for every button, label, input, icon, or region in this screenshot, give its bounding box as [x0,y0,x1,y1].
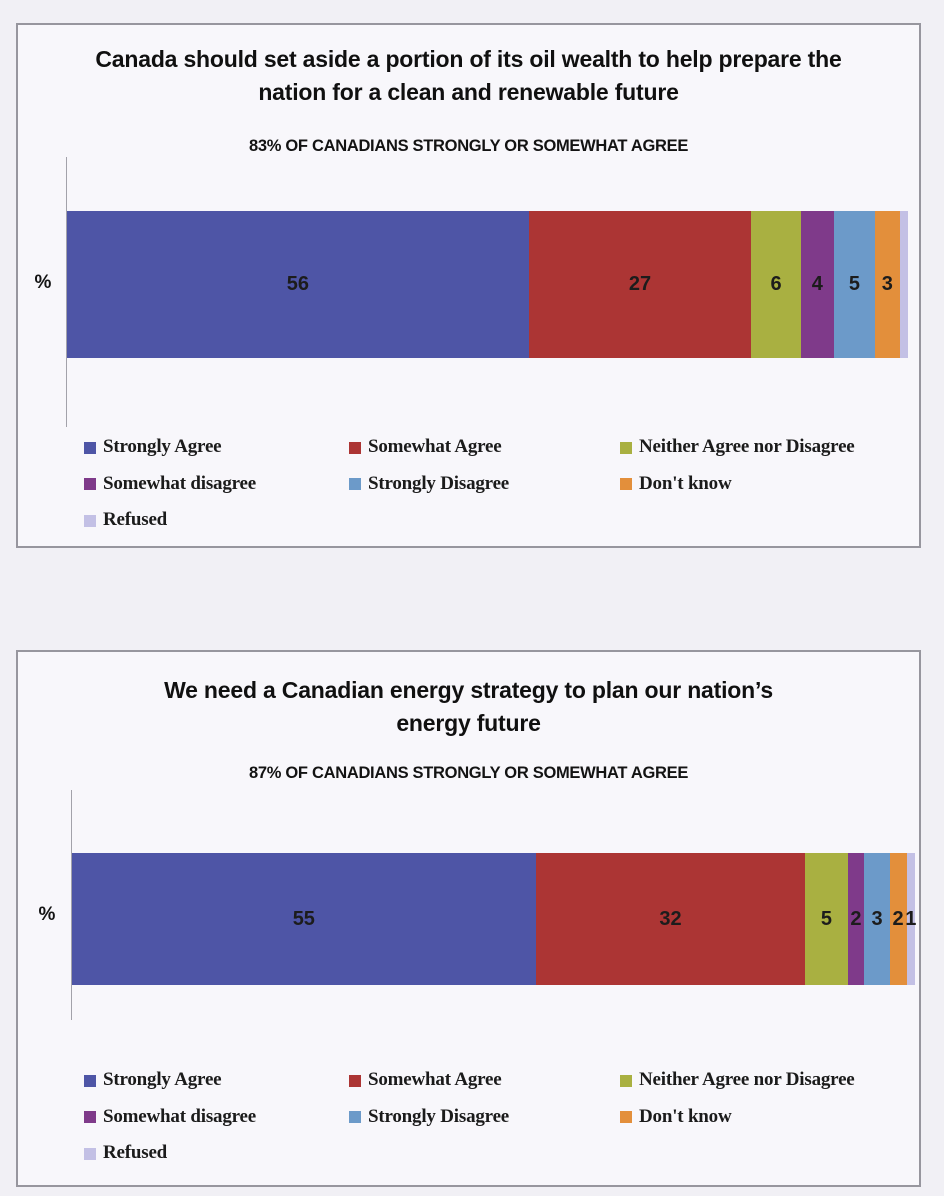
bar-segment-strongly-disagree [834,211,875,358]
legend-label: Refused [103,1142,168,1164]
bar-segment-somewhat-disagree [801,211,834,358]
legend-swatch-icon [620,478,632,490]
bar-value-label: 5 [848,273,860,295]
chart-panel-oil-wealth [16,23,921,548]
legend-item-somewhat-agree [349,1069,620,1091]
legend-item-somewhat-disagree [84,1106,349,1128]
legend-swatch-icon [620,442,632,454]
legend-item-don-t-know [620,473,889,495]
legend-label: Neither Agree nor Disagree [639,1069,855,1091]
legend-label: Somewhat Agree [368,1069,502,1091]
bar-segment-strongly-disagree [864,853,889,985]
y-axis-label: % [34,272,52,293]
stacked-bar [72,853,915,985]
bar-value-label: 2 [892,907,904,930]
legend-swatch-icon [84,1111,96,1123]
legend-swatch-icon [620,1111,632,1123]
legend-label: Neither Agree nor Disagree [639,436,855,458]
legend-label: Don't know [639,1105,732,1127]
legend-label: Don't know [639,472,732,494]
legend-swatch-icon [349,1111,361,1123]
bar-value-label: 2 [850,907,862,930]
chart-title: Canada should set aside a portion of its oil wealth to help prepare the nation for a clean and renewable future [95,46,842,105]
legend-label: Strongly Disagree [368,472,510,494]
legend-item-refused [84,1142,349,1164]
legend-item-neither-agree-nor-disagree [620,436,889,458]
legend-swatch-icon [84,478,96,490]
legend-label: Strongly Disagree [368,1105,510,1127]
legend-item-refused [84,509,349,531]
legend-swatch-icon [349,478,361,490]
bar-segment-refused [900,211,908,358]
bar-segment-somewhat-disagree [848,853,865,985]
bar-segment-don-t-know [890,853,907,985]
legend-swatch-icon [620,1075,632,1087]
bar-value-label: 32 [659,907,682,930]
bar-value-label: 27 [628,273,652,295]
legend-item-somewhat-disagree [84,473,349,495]
legend-item-don-t-know [620,1106,889,1128]
legend-label: Somewhat Agree [368,436,502,458]
legend [84,1062,889,1172]
bar-value-label: 4 [811,273,823,295]
legend-swatch-icon [84,442,96,454]
legend-swatch-icon [84,515,96,527]
bar-segment-neither-agree-nor-disagree [805,853,847,985]
legend-item-strongly-disagree [349,473,620,495]
stacked-bar [67,211,908,358]
legend-swatch-icon [84,1075,96,1087]
legend-item-strongly-agree [84,436,349,458]
legend-label: Refused [103,509,168,531]
legend-item-strongly-agree [84,1069,349,1091]
bar-value-label: 56 [286,273,309,295]
bar-segment-somewhat-agree [536,853,806,985]
bar-value-label: 6 [770,273,782,295]
chart-subtitle: 83% OF CANADIANS STRONGLY OR SOMEWHAT AGREE [248,137,689,155]
y-axis-label: % [38,904,56,925]
bar-segment-neither-agree-nor-disagree [751,211,800,358]
bar-value-label: 55 [292,907,315,930]
legend-label: Somewhat disagree [103,472,256,494]
legend-label: Strongly Agree [103,1069,222,1091]
bar-value-label: 3 [881,273,893,295]
bar-segment-don-t-know [875,211,900,358]
legend-swatch-icon [349,1075,361,1087]
chart-subtitle: 87% OF CANADIANS STRONGLY OR SOMEWHAT AGREE [248,764,689,782]
bar-value-label: 5 [820,907,833,930]
legend-swatch-icon [84,1148,96,1160]
legend-item-strongly-disagree [349,1106,620,1128]
chart-title: We need a Canadian energy strategy to plan our nation’s energy future [164,677,773,736]
bar-value-label: 3 [871,907,883,930]
bar-segment-somewhat-agree [529,211,752,358]
bar-segment-refused [907,853,915,985]
bar-segment-strongly-agree [72,853,536,985]
bar-value-label: 1 [905,907,917,930]
legend-swatch-icon [349,442,361,454]
legend [84,429,889,539]
legend-item-neither-agree-nor-disagree [620,1069,889,1091]
legend-label: Somewhat disagree [103,1105,256,1127]
bar-segment-strongly-agree [67,211,529,358]
legend-item-somewhat-agree [349,436,620,458]
chart-panel-energy-strategy [16,650,921,1187]
legend-label: Strongly Agree [103,436,222,458]
